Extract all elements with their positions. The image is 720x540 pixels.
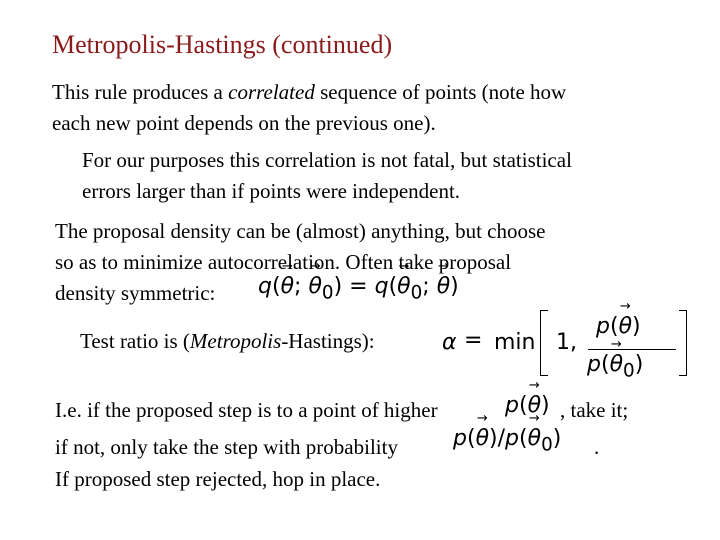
one-comma: 1, xyxy=(556,330,577,355)
theta-vector: → θ xyxy=(619,314,632,339)
p1-text-a: This rule produces a xyxy=(52,80,229,104)
fraction-denominator: $p(\to \theta_0)$ xyxy=(587,352,643,381)
p-symbol: p xyxy=(505,393,519,418)
paragraph-higher xyxy=(55,395,438,426)
min-operator: min xyxy=(494,330,536,355)
q-symbol: q xyxy=(258,274,272,299)
theta-vector: → θ xyxy=(476,426,489,451)
paragraph-test-ratio xyxy=(80,326,375,357)
paragraph-rejected xyxy=(55,464,380,495)
paragraph-not-fatal xyxy=(82,145,572,207)
right-bracket xyxy=(679,310,687,376)
q-symbol: q xyxy=(374,274,389,299)
p6-text: if not, only take the step with probability xyxy=(55,435,398,459)
p-symbol: p xyxy=(505,426,519,451)
p3-line2: so as to minimize autocorrelation. Often take proposal xyxy=(55,250,512,274)
sub-zero: 0 xyxy=(541,434,553,456)
sub-zero: 0 xyxy=(410,282,423,304)
p-symbol: p xyxy=(596,314,610,339)
p5-text: I.e. if the proposed step is to a point of higher xyxy=(55,398,438,422)
p1-line2: each new point depends on the previous one). xyxy=(52,111,436,135)
p-theta-expression: p(→ θ) xyxy=(505,393,550,418)
theta0-vector: → θ xyxy=(397,274,410,299)
symmetric-proposal-equation: q(→ θ; → $\theta_0) = q(\to \theta_0$; → θ) xyxy=(258,274,459,303)
p7-text: If proposed step rejected, hop in place. xyxy=(55,467,381,491)
p1-text-b: sequence of points (note how xyxy=(314,80,567,104)
p6-tail: . xyxy=(594,435,600,459)
p3-line3: density symmetric: xyxy=(55,281,216,305)
p-symbol: p xyxy=(453,426,467,451)
theta0-vector: → θ xyxy=(528,426,541,451)
p4-text-b: -Hastings): xyxy=(281,329,375,353)
sub-zero: 0 xyxy=(321,282,334,304)
alpha-symbol: α xyxy=(442,330,457,355)
paragraph-correlated xyxy=(52,77,566,139)
test-ratio-equation xyxy=(442,308,682,382)
fraction-numerator: p(→ θ) xyxy=(596,314,641,339)
probability-ratio-expression: $p(\to \theta)/p(\to \theta_0)$ xyxy=(453,426,561,455)
slide-title: Metropolis-Hastings (continued) xyxy=(52,30,393,59)
sub-zero: 0 xyxy=(623,360,635,382)
p2-line2: errors larger than if points were independent. xyxy=(82,179,461,203)
fraction-bar xyxy=(588,349,676,350)
p1-emphasis: correlated xyxy=(228,80,315,104)
left-bracket xyxy=(540,310,548,376)
theta-vector: → θ xyxy=(437,274,450,299)
equals-sign: = xyxy=(349,274,368,299)
paragraph-probability xyxy=(55,432,398,463)
theta-vector: → θ xyxy=(281,274,294,299)
p-symbol: p xyxy=(587,352,601,377)
p5-tail: , take it; xyxy=(560,398,629,422)
equals-sign: = xyxy=(464,328,483,353)
p4-emphasis: Metropolis xyxy=(189,329,282,353)
p3-line1: The proposal density can be (almost) anything, but choose xyxy=(55,219,546,243)
theta-vector: → θ xyxy=(528,393,541,418)
p4-text-a: Test ratio is ( xyxy=(80,329,190,353)
theta0-vector: → θ xyxy=(308,274,321,299)
theta0-vector: → θ xyxy=(610,352,623,377)
p2-line1: For our purposes this correlation is not fatal, but statistical xyxy=(82,148,572,172)
